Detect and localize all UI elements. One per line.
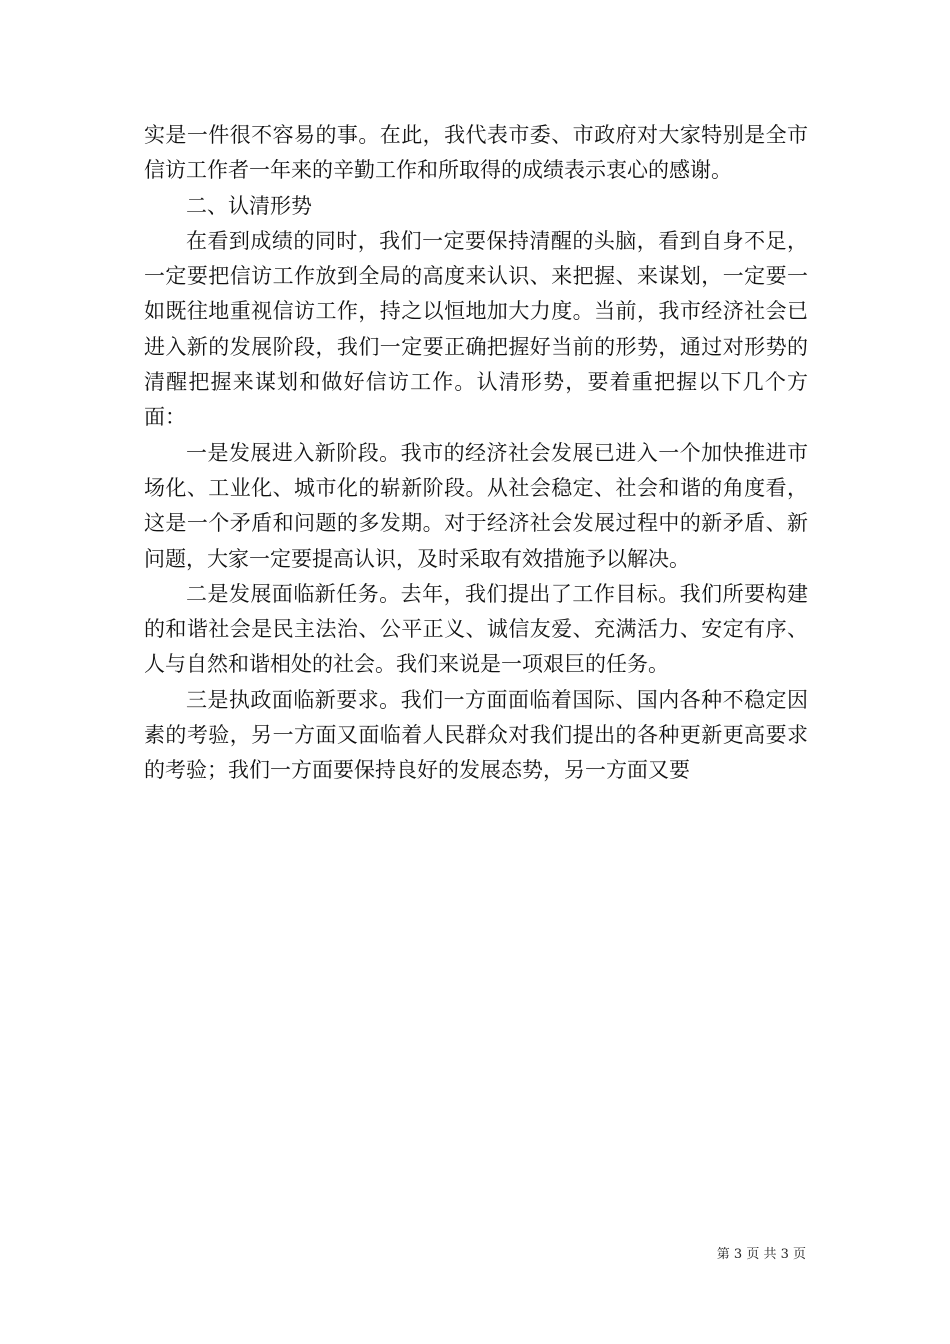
paragraph-continuation: 实是一件很不容易的事。在此，我代表市委、市政府对大家特别是全市信访工作者一年来的辛勤工作和所取得的成绩表示衷心的感谢。 xyxy=(144,123,808,183)
paragraph: 三是执政面临新要求。我们一方面面临着国际、国内各种不稳定因素的考验，另一方面又面临着人民群众对我们提出的各种更新更高要求的考验；我们一方面要保持良好的发展态势，另一方面又要 xyxy=(144,687,808,783)
paragraph: 二是发展面临新任务。去年，我们提出了工作目标。我们所要构建的和谐社会是民主法治、公平正义、诚信友爱、充满活力、安定有序、人与自然和谐相处的社会。我们来说是一项艰巨的任务。 xyxy=(144,581,808,677)
paragraph: 一是发展进入新阶段。我市的经济社会发展已进入一个加快推进市场化、工业化、城市化的崭新阶段。从社会稳定、社会和谐的角度看，这是一个矛盾和问题的多发期。对于经济社会发展过程中的新矛盾、新问题，大家一定要提高认识，及时采取有效措施予以解决。 xyxy=(144,440,808,571)
paragraph: 在看到成绩的同时，我们一定要保持清醒的头脑，看到自身不足，一定要把信访工作放到全局的高度来认识、来把握、来谋划，一定要一如既往地重视信访工作，持之以恒地加大力度。当前，我市经济社会已进入新的发展阶段，我们一定要正确把握好当前的形势，通过对形势的清醒把握来谋划和做好信访工作。认清形势，要着重把握以下几个方面： xyxy=(144,228,808,430)
section-heading: 二、认清形势 xyxy=(186,193,312,218)
page-number: 第 3 页 共 3 页 xyxy=(716,1247,806,1262)
document-body xyxy=(144,118,808,789)
